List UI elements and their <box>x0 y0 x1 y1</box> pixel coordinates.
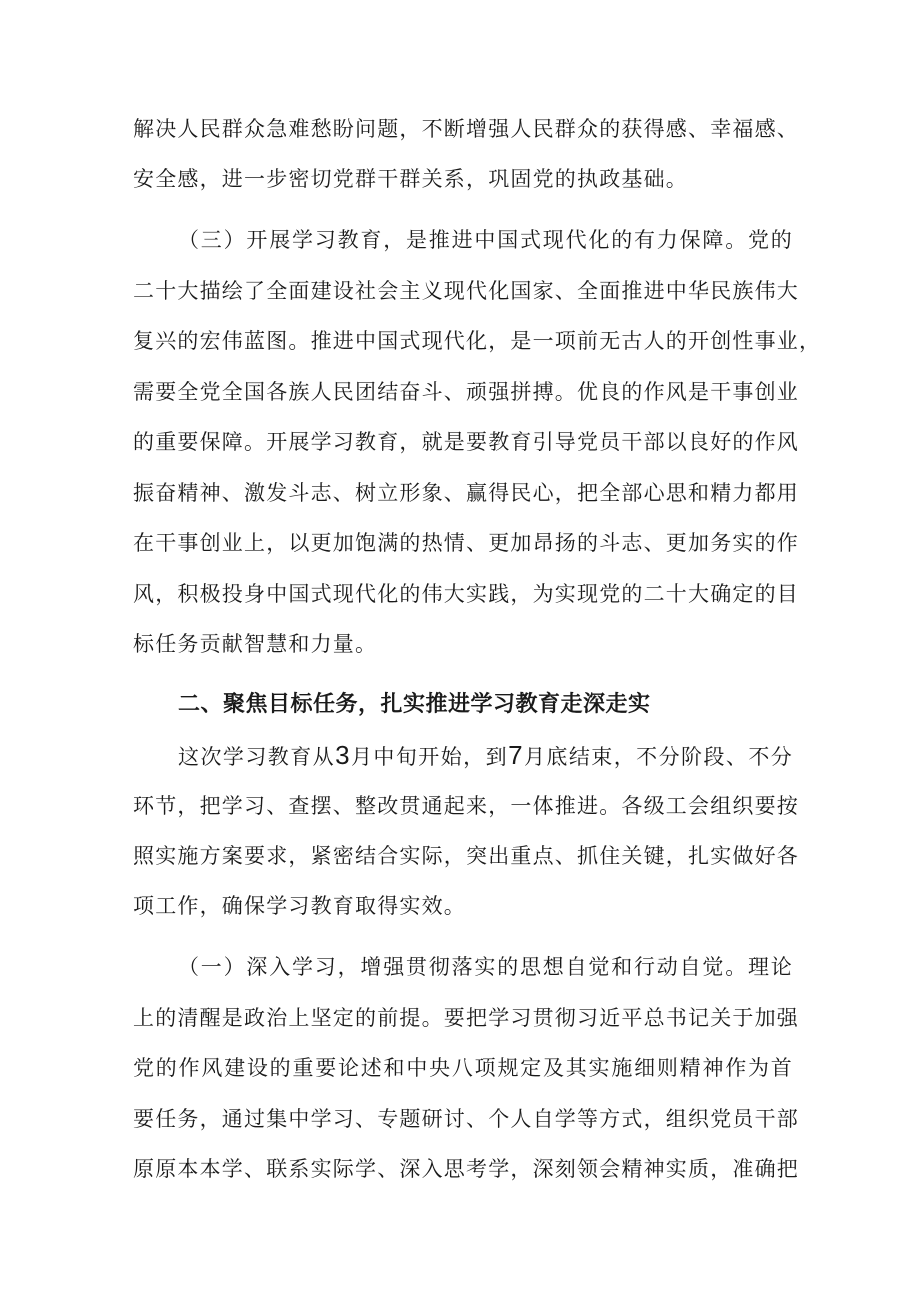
section-heading: 二、聚焦目标任务，扎实推进学习教育走深走实 <box>178 692 651 717</box>
paragraph-line: 原原本本学、联系实际学、深入思考学，深刻领会精神实质，准确把 <box>133 1157 799 1181</box>
paragraph-line: 解决人民群众急难愁盼问题，不断增强人民群众的获得感、幸福感、 <box>133 117 799 141</box>
paragraph-line: 振奋精神、激发斗志、树立形象、赢得民心，把全部心思和精力都用 <box>133 481 799 505</box>
month-number: 7 <box>508 740 524 770</box>
paragraph-line: 要任务，通过集中学习、专题研讨、个人自学等方式，组织党员干部 <box>133 1107 799 1131</box>
paragraph-line: 风，积极投身中国式现代化的伟大实践，为实现党的二十大确定的目 <box>133 582 799 606</box>
paragraph-line: 项工作，确保学习教育取得实效。 <box>133 894 466 918</box>
paragraph-line: 二十大描绘了全面建设社会主义现代化国家、全面推进中华民族伟大 <box>133 279 799 303</box>
paragraph-line: 在干事创业上，以更加饱满的热情、更加昂扬的斗志、更加务实的作 <box>133 531 799 555</box>
month-number: 3 <box>335 740 351 770</box>
paragraph-line: 需要全党全国各族人民团结奋斗、顽强拼搏。优良的作风是干事创业 <box>133 380 799 404</box>
paragraph-line: 环节，把学习、查摆、整改贯通起来，一体推进。各级工会组织要按 <box>133 794 799 818</box>
paragraph-line: 照实施方案要求，紧密结合实际，突出重点、抓住关键，扎实做好各 <box>133 844 799 868</box>
text-segment: 月中旬开始，到 <box>350 745 509 769</box>
text-segment: 月底结束，不分阶段、不分 <box>523 745 793 769</box>
paragraph-line: （一）深入学习，增强贯彻落实的思想自觉和行动自觉。理论 <box>178 955 793 979</box>
paragraph-line: 标任务贡献智慧和力量。 <box>133 632 378 656</box>
paragraph-line: （三）开展学习教育，是推进中国式现代化的有力保障。党的 <box>178 228 793 252</box>
paragraph-line: 的重要保障。开展学习教育，就是要教育引导党员干部以良好的作风 <box>133 430 799 454</box>
paragraph-line <box>178 739 793 773</box>
text-segment: 这次学习教育从 <box>178 745 336 769</box>
paragraph-line: 党的作风建设的重要论述和中央八项规定及其实施细则精神作为首 <box>133 1056 793 1080</box>
paragraph-line: 复兴的宏伟蓝图。推进中国式现代化，是一项前无古人的开创性事业， <box>133 329 822 353</box>
paragraph-line: 上的清醒是政治上坚定的前提。要把学习贯彻习近平总书记关于加强 <box>133 1006 799 1030</box>
paragraph-line: 安全感，进一步密切党群干群关系，巩固党的执政基础。 <box>133 167 688 191</box>
